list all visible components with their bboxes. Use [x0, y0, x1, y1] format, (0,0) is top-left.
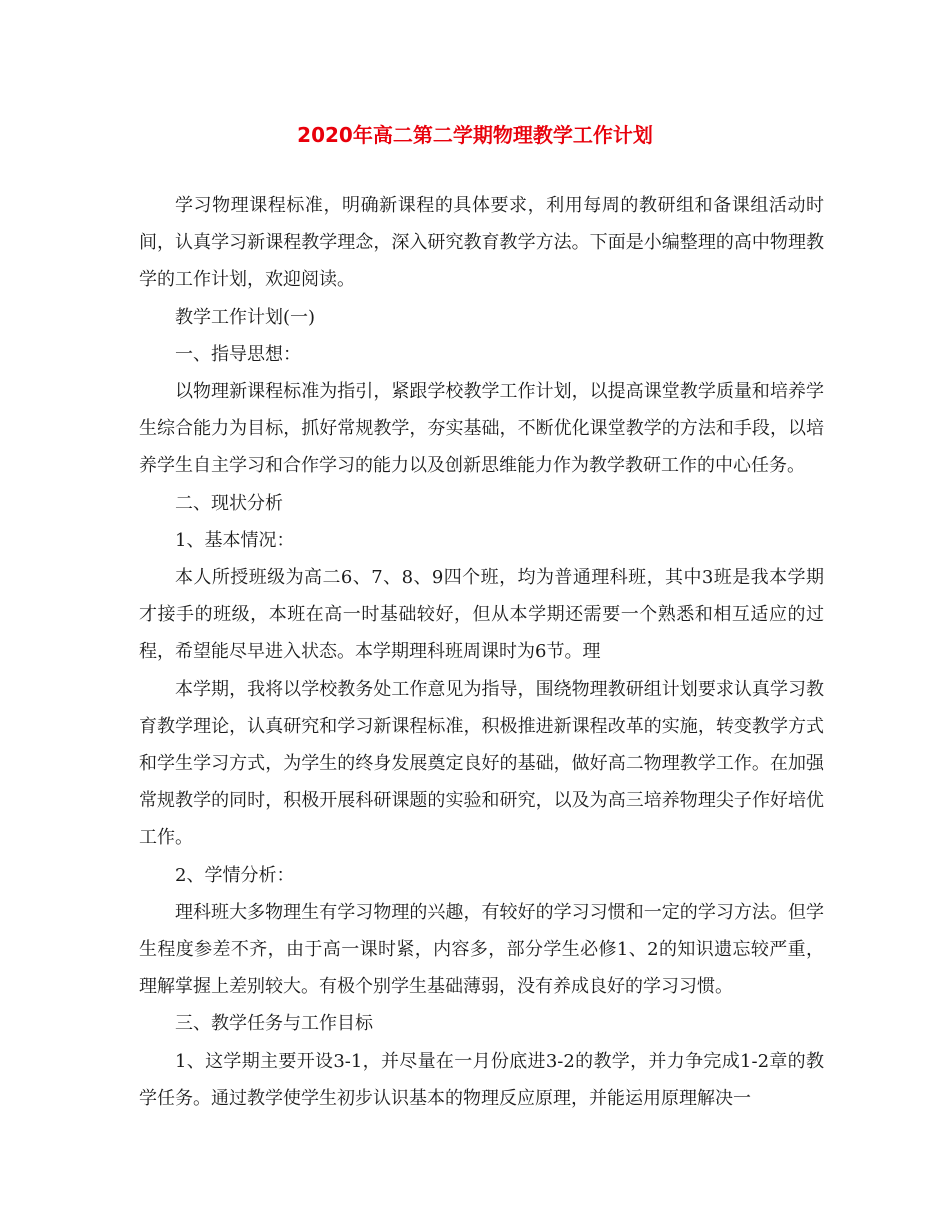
paragraph-tasks-goals: 1、这学期主要开设3-1，并尽量在一月份底进3-2的教学，并力争完成1-2章的教学任务。通过教学使学生初步认识基本的物理反应原理，并能运用原理解决一 [139, 1050, 824, 1109]
section-heading-tasks-goals: 三、教学任务与工作目标 [175, 1013, 373, 1035]
subsection-heading-student-analysis: 2、学情分析： [175, 864, 295, 886]
section-heading-status-analysis: 二、现状分析 [175, 492, 283, 514]
paragraph-student-analysis: 理科班大多物理生有学习物理的兴趣，有较好的学习习惯和一定的学习方法。但学生程度参差不齐，由于高一课时紧，内容多，部分学生必修1、2的知识遗忘较严重，理解掌握上差别较大。有极个别学生基础薄弱，没有养成良好的学习习惯。 [139, 901, 824, 998]
subsection-heading-basic-situation: 1、基本情况： [175, 529, 295, 551]
paragraph-guiding-thought: 以物理新课程标准为指引，紧跟学校教学工作计划，以提高课堂教学质量和培养学生综合能力为目标，抓好常规教学，夯实基础，不断优化课堂教学的方法和手段，以培养学生自主学习和合作学习的能力以及创新思维能力作为教学教研工作的中心任务。 [139, 381, 824, 477]
paragraph-semester-plan: 本学期，我将以学校教务处工作意见为指导，围绕物理教研组计划要求认真学习教育教学理论，认真研究和学习新课程标准，积极推进新课程改革的实施，转变教学方式和学生学习方式，为学生的终身发展奠定良好的基础，做好高二物理教学工作。在加强常规教学的同时，积极开展科研课题的实验和研究，以及为高三培养物理尖子作好培优工作。 [139, 678, 824, 849]
document-body [139, 187, 824, 1117]
paragraph-plan-heading: 教学工作计划(一) [175, 306, 316, 328]
section-heading-guiding-thought: 一、指导思想： [175, 343, 301, 365]
document-title: 2020年高二第二学期物理教学工作计划 [297, 123, 653, 147]
paragraph-basic-situation: 本人所授班级为高二6、7、8、9四个班，均为普通理科班，其中3班是我本学期才接手的班级，本班在高一时基础较好，但从本学期还需要一个熟悉和相互适应的过程，希望能尽早进入状态。本学期理科班周课时为6节。理 [139, 567, 824, 663]
paragraph-intro: 学习物理课程标准，明确新课程的具体要求，利用每周的教研组和备课组活动时间，认真学习新课程教学理念，深入研究教育教学方法。下面是小编整理的高中物理教学的工作计划，欢迎阅读。 [139, 195, 824, 291]
